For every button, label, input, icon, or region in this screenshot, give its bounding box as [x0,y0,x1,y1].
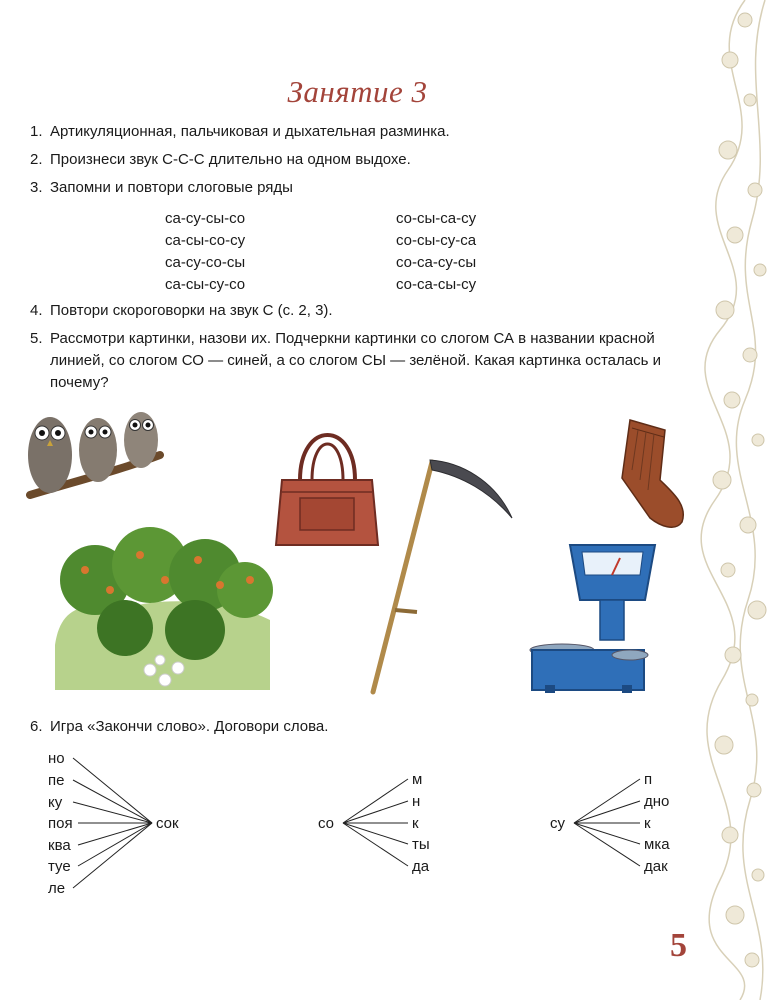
syllable-row: со-са-су-сы [396,254,477,271]
task-text: Произнеси звук С-С-С длительно на одном выдохе. [50,151,411,168]
word-root: сок [156,815,179,832]
word-fragment: но [48,750,65,767]
word-fragment: пе [48,772,65,789]
word-fragment: дак [644,858,668,875]
task-number: 5. [30,330,43,347]
task-text: Повтори скороговорки на звук С (с. 2, 3). [50,302,333,319]
word-fragment: поя [48,815,73,832]
word-fragment: к [644,815,651,832]
word-root: су [550,815,565,832]
word-fragment: н [412,793,421,810]
word-fragment: ква [48,837,71,854]
task-text: Игра «Закончи слово». Договори слова. [50,718,329,735]
syllable-row: со-са-сы-су [396,276,477,293]
syllable-row: со-сы-са-су [396,210,477,227]
syllable-row: са-сы-со-су [165,232,246,249]
task-text: Артикуляционная, пальчиковая и дыхательная разминка. [50,123,450,140]
word-fragment: дно [644,793,670,810]
word-root: со [318,815,335,832]
word-fragment: ле [48,880,66,897]
word-fragment: п [644,771,653,788]
syllable-row: со-сы-су-са [396,232,477,249]
task-number: 3. [30,179,43,196]
task-number: 4. [30,302,43,319]
word-fragment: ты [412,836,430,853]
lesson-title: Занятие 3 [287,74,428,109]
syllable-row: са-су-со-сы [165,254,246,271]
task-text: Запомни и повтори слоговые ряды [50,179,293,196]
syllable-row: са-сы-су-со [165,276,246,293]
word-fragment: да [412,858,430,875]
word-fragment: ку [48,794,63,811]
word-fragment: мка [644,836,670,853]
word-fragment: к [412,815,419,832]
word-fragment: туе [48,858,71,875]
word-fragment: м [412,771,423,788]
page-number: 5 [670,927,687,964]
task-number: 1. [30,123,43,140]
task-text: Рассмотри картинки, назови их. Подчеркни картинки со слогом СА в названии красной линией, со слогом СО — синей, а со слогом СЫ — зелёной. Какая картинка осталась и почему? [50,330,661,391]
task-number: 2. [30,151,43,168]
syllable-row: са-су-сы-со [165,210,246,227]
task-number: 6. [30,718,43,735]
